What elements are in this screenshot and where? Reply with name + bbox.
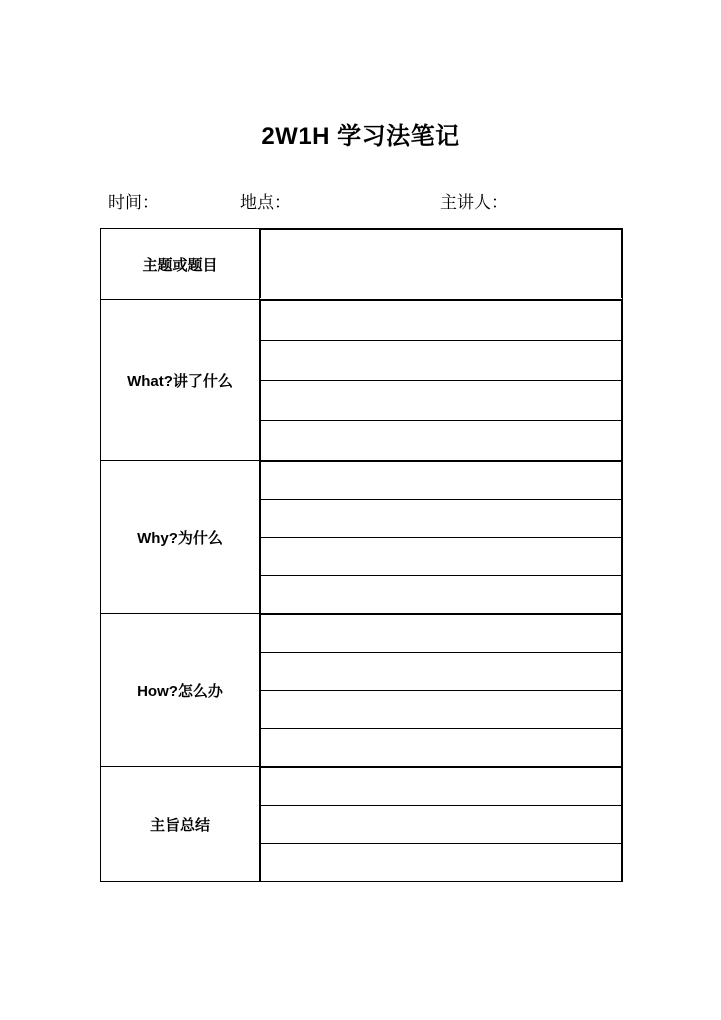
row-content-how[interactable] [260,614,623,767]
writing-line[interactable] [261,576,622,614]
writing-line[interactable] [261,729,622,767]
writing-line[interactable] [261,768,622,806]
writing-line[interactable] [261,462,622,500]
row-label-summary: 主旨总结 [101,767,260,882]
table-row [101,614,623,767]
table-row [101,461,623,614]
writing-line[interactable] [261,500,622,538]
writing-lines [260,614,622,766]
row-label-what: What?讲了什么 [101,300,260,461]
writing-lines [260,229,622,298]
meta-speaker-label: 主讲人： [440,193,508,212]
row-content-summary[interactable] [260,767,623,882]
meta-time-label: 时间： [108,193,159,212]
note-table [100,228,623,882]
writing-line[interactable] [261,341,622,381]
row-content-topic[interactable] [260,229,623,300]
writing-line[interactable] [261,844,622,882]
writing-lines [260,300,622,460]
writing-line[interactable] [261,538,622,576]
writing-line[interactable] [261,691,622,729]
row-label-topic: 主题或题目 [101,229,260,300]
writing-line[interactable] [261,230,622,299]
row-content-what[interactable] [260,300,623,461]
writing-line[interactable] [261,615,622,653]
writing-line[interactable] [261,421,622,461]
writing-line[interactable] [261,806,622,844]
table-row [101,767,623,882]
row-label-how: How?怎么办 [101,614,260,767]
row-label-why: Why?为什么 [101,461,260,614]
row-content-why[interactable] [260,461,623,614]
meta-place-label: 地点： [240,193,291,212]
table-row [101,229,623,300]
page-title: 2W1H 学习法笔记 [261,123,460,150]
writing-lines [260,767,622,881]
writing-line[interactable] [261,653,622,691]
writing-lines [260,461,622,613]
writing-line[interactable] [261,301,622,341]
meta-row [100,188,620,212]
table-row [101,300,623,461]
writing-line[interactable] [261,381,622,421]
